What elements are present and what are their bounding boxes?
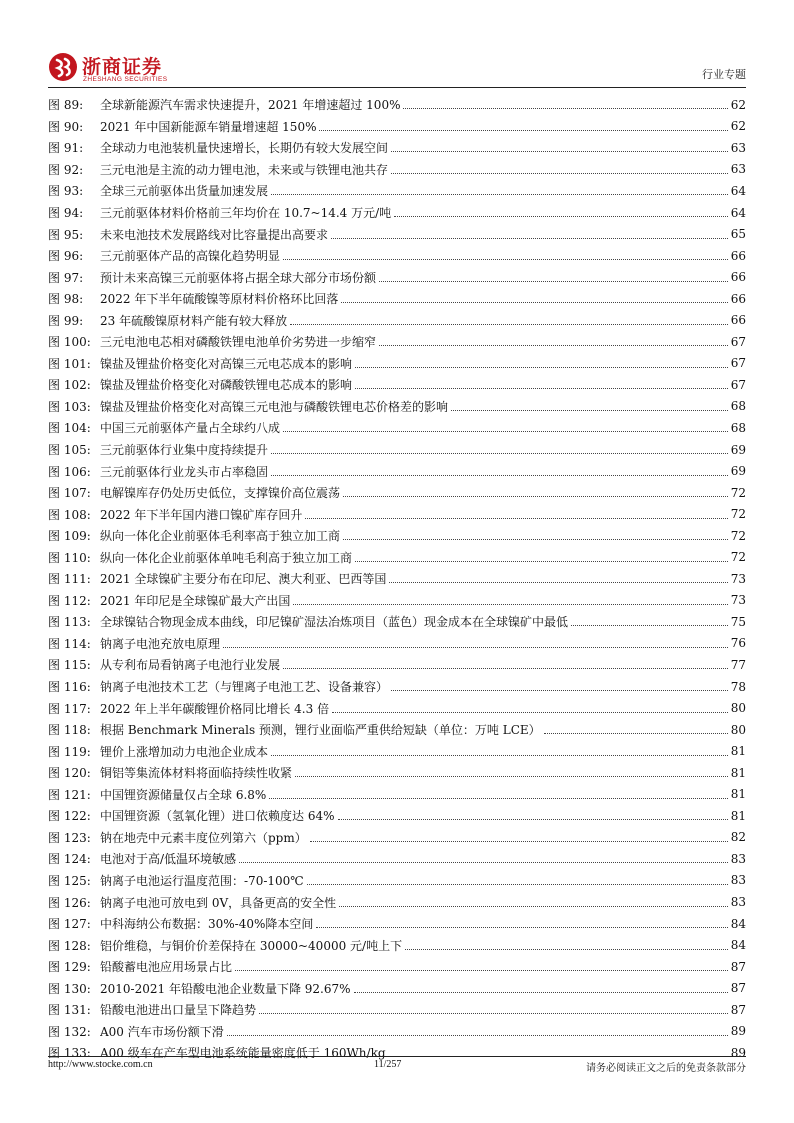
- toc-entry[interactable]: [48, 482, 746, 504]
- figure-label: 图 90:: [48, 119, 84, 134]
- dot-leader: [379, 281, 728, 282]
- figure-title: 2021 年印尼是全球镍矿最大产出国: [100, 593, 291, 608]
- figure-label: 图 132:: [48, 1024, 91, 1039]
- figure-title: 2021 年中国新能源车销量增速超 150%: [100, 119, 317, 134]
- toc-entry[interactable]: [48, 288, 746, 310]
- page-ref: 81: [730, 787, 746, 802]
- figure-title: 根据 Benchmark Minerals 预测，锂行业面临严重供给短缺（单位：万吨 LCE）: [100, 723, 541, 738]
- brand-logo: [48, 52, 168, 86]
- figure-title: 2022 年下半年国内港口镍矿库存回升: [100, 507, 303, 522]
- dot-leader: [405, 949, 728, 950]
- page-ref: 63: [730, 140, 746, 155]
- page-ref: 66: [730, 248, 746, 263]
- figure-label: 图 116:: [48, 680, 91, 695]
- figure-label: 图 115:: [48, 658, 91, 673]
- toc-entry[interactable]: [48, 331, 746, 353]
- figure-label: 图 91:: [48, 141, 84, 156]
- figure-title: A00 级车在产车型电池系统能量密度低于 160Wh/kg: [100, 1046, 386, 1061]
- page-ref: 69: [730, 464, 746, 479]
- figure-title: 铅酸电池进出口量呈下降趋势: [100, 1003, 257, 1018]
- toc-entry[interactable]: [48, 762, 746, 784]
- toc-entry[interactable]: [48, 396, 746, 418]
- page-ref: 66: [730, 270, 746, 285]
- figure-label: 图 93:: [48, 184, 84, 199]
- header-divider: [48, 87, 746, 88]
- toc-entry[interactable]: [48, 202, 746, 224]
- page-ref: 62: [730, 97, 746, 112]
- figure-title: 全球三元前驱体出货量加速发展: [100, 184, 269, 199]
- toc-entry[interactable]: [48, 891, 746, 913]
- figure-label: 图 117:: [48, 701, 91, 716]
- dot-leader: [235, 970, 728, 971]
- dot-leader: [391, 690, 728, 691]
- toc-entry[interactable]: [48, 223, 746, 245]
- dot-leader: [271, 755, 728, 756]
- dot-leader: [332, 712, 728, 713]
- figure-index: [48, 94, 746, 1064]
- figure-title: 电池对于高/低温环境敏感: [100, 852, 237, 867]
- page-ref: 76: [730, 636, 746, 651]
- figure-title: 锂价上涨增加动力电池企业成本: [100, 744, 269, 759]
- figure-title: 2022 年上半年碳酸锂价格同比增长 4.3 倍: [100, 701, 330, 716]
- figure-title: 全球动力电池装机量快速增长，长期仍有较大发展空间: [100, 141, 389, 156]
- figure-label: 图 126:: [48, 895, 91, 910]
- figure-label: 图 118:: [48, 723, 91, 738]
- figure-label: 图 92:: [48, 162, 84, 177]
- toc-entry[interactable]: [48, 913, 746, 935]
- dot-leader: [227, 1035, 728, 1036]
- figure-title: 从专利布局看钠离子电池行业发展: [100, 658, 281, 673]
- toc-entry[interactable]: [48, 697, 746, 719]
- page-ref: 89: [730, 1024, 746, 1039]
- figure-label: 图 130:: [48, 981, 91, 996]
- figure-label: 图 127:: [48, 917, 91, 932]
- figure-title: 2010-2021 年铅酸电池企业数量下降 92.67%: [100, 981, 351, 996]
- toc-entry[interactable]: [48, 611, 746, 633]
- figure-label: 图 131:: [48, 1003, 91, 1018]
- toc-entry[interactable]: [48, 116, 746, 138]
- page-ref: 69: [730, 442, 746, 457]
- toc-entry[interactable]: [48, 417, 746, 439]
- toc-entry[interactable]: [48, 546, 746, 568]
- page-ref: 80: [730, 722, 746, 737]
- dot-leader: [283, 431, 728, 432]
- page-ref: 82: [730, 830, 746, 845]
- toc-entry[interactable]: [48, 784, 746, 806]
- toc-entry[interactable]: [48, 353, 746, 375]
- figure-label: 图 119:: [48, 744, 91, 759]
- dot-leader: [223, 647, 728, 648]
- figure-label: 图 103:: [48, 399, 91, 414]
- figure-title: 全球新能源汽车需求快速提升，2021 年增速超过 100%: [100, 98, 401, 113]
- figure-label: 图 120:: [48, 766, 91, 781]
- dot-leader: [307, 884, 728, 885]
- dot-leader: [391, 173, 728, 174]
- page-ref: 72: [730, 528, 746, 543]
- dot-leader: [394, 216, 728, 217]
- figure-label: 图 97:: [48, 270, 84, 285]
- page-ref: 67: [730, 377, 746, 392]
- figure-label: 图 124:: [48, 852, 91, 867]
- dot-leader: [389, 582, 727, 583]
- figure-label: 图 123:: [48, 830, 91, 845]
- page-ref: 84: [730, 916, 746, 931]
- figure-label: 图 94:: [48, 206, 84, 220]
- figure-title: 铜铝等集流体材料将面临持续性收紧: [100, 766, 293, 781]
- page-ref: 67: [730, 356, 746, 371]
- toc-entry[interactable]: [48, 1021, 746, 1043]
- figure-label: 图 100:: [48, 335, 91, 350]
- page-ref: 63: [730, 162, 746, 177]
- toc-entry[interactable]: [48, 870, 746, 892]
- page-ref: 72: [730, 485, 746, 500]
- figure-title: 中国锂资源（氢氧化锂）进口依赖度达 64%: [100, 809, 335, 824]
- page-ref: 83: [730, 895, 746, 909]
- figure-label: 图 133:: [48, 1046, 91, 1061]
- figure-title: 未来电池技术发展路线对比容量提出高要求: [100, 227, 329, 242]
- figure-label: 图 111:: [48, 572, 91, 587]
- figure-title: 镍盐及锂盐价格变化对磷酸铁锂电芯成本的影响: [100, 378, 353, 393]
- dot-leader: [403, 108, 727, 109]
- footer-divider: [48, 1056, 746, 1057]
- page-ref: 72: [730, 507, 746, 522]
- figure-label: 图 114:: [48, 636, 91, 651]
- toc-entry[interactable]: [48, 137, 746, 159]
- figure-title: 三元前驱体材料价格前三年均价在 10.7~14.4 万元/吨: [100, 206, 392, 220]
- figure-title: 纵向一体化企业前驱体毛利率高于独立加工商: [100, 529, 341, 544]
- dot-leader: [343, 539, 728, 540]
- figure-title: 2022 年下半年硫酸镍等原材料价格环比回落: [100, 292, 339, 307]
- page-ref: 81: [730, 744, 746, 759]
- dot-leader: [355, 388, 728, 389]
- figure-title: 电解镍库存仍处历史低位，支撑镍价高位震荡: [100, 486, 341, 501]
- footer-url-link[interactable]: http://www.stocke.com.cn: [48, 1059, 153, 1070]
- page-number: 11/257: [374, 1059, 402, 1070]
- figure-label: 图 96:: [48, 249, 84, 264]
- figure-label: 图 109:: [48, 529, 91, 544]
- page-ref: 62: [730, 119, 746, 134]
- figure-title: 三元电池是主流的动力锂电池，未来或与铁锂电池共存: [100, 162, 389, 177]
- figure-label: 图 89:: [48, 98, 84, 113]
- dot-leader: [391, 151, 728, 152]
- page-ref: 80: [730, 701, 746, 716]
- dot-leader: [355, 561, 728, 562]
- page-header: [0, 0, 794, 90]
- toc-entry[interactable]: [48, 848, 746, 870]
- figure-label: 图 102:: [48, 378, 91, 393]
- figure-title: 中科海纳公布数据：30%-40%降本空间: [100, 917, 314, 932]
- figure-label: 图 110:: [48, 550, 91, 565]
- toc-entry[interactable]: [48, 654, 746, 676]
- page-ref: 83: [730, 873, 746, 888]
- dot-leader: [316, 927, 727, 928]
- page-ref: 83: [730, 851, 746, 866]
- page-ref: 64: [730, 183, 746, 198]
- dot-leader: [354, 992, 728, 993]
- page-ref: 66: [730, 291, 746, 306]
- toc-entry[interactable]: [48, 266, 746, 288]
- dot-leader: [339, 906, 728, 907]
- disclaimer-note: 请务必阅读正文之后的免责条款部分: [586, 1063, 746, 1074]
- figure-label: 图 129:: [48, 960, 91, 975]
- figure-title: 钠离子电池充放电原理: [100, 636, 221, 651]
- page-ref: 73: [730, 571, 746, 586]
- figure-title: 镍盐及锂盐价格变化对高镍三元电池与磷酸铁锂电芯价格差的影响: [100, 399, 449, 414]
- dot-leader: [271, 475, 728, 476]
- brand-name-cn: 浙商证券: [82, 56, 163, 78]
- figure-title: 三元电池电芯相对磷酸铁锂电池单价劣势进一步缩窄: [100, 335, 377, 350]
- page-ref: 75: [730, 614, 746, 629]
- toc-entry[interactable]: [48, 719, 746, 741]
- toc-entry[interactable]: [48, 439, 746, 461]
- toc-entry[interactable]: [48, 956, 746, 978]
- figure-label: 图 101:: [48, 356, 91, 371]
- dot-leader: [319, 130, 727, 131]
- toc-entry[interactable]: [48, 245, 746, 267]
- page-ref: 66: [730, 313, 746, 328]
- figure-title: 镍盐及锂盐价格变化对高镍三元电芯成本的影响: [100, 356, 353, 371]
- figure-title: 钠离子电池运行温度范围：-70-100℃: [100, 873, 304, 888]
- dot-leader: [293, 604, 727, 605]
- page-ref: 65: [730, 227, 746, 242]
- figure-title: 中国锂资源储量仅占全球 6.8%: [100, 787, 267, 802]
- dot-leader: [271, 194, 728, 195]
- figure-label: 图 113:: [48, 615, 91, 630]
- dot-leader: [259, 1013, 728, 1014]
- figure-title: 中国三元前驱体产量占全球约八成: [100, 421, 281, 436]
- page-ref: 68: [730, 420, 746, 435]
- figure-label: 图 105:: [48, 443, 91, 458]
- figure-title: 三元前驱体行业集中度持续提升: [100, 443, 269, 458]
- dot-leader: [331, 238, 728, 239]
- toc-entry[interactable]: [48, 676, 746, 698]
- page-ref: 78: [730, 679, 746, 694]
- toc-entry[interactable]: [48, 568, 746, 590]
- toc-entry[interactable]: [48, 309, 746, 331]
- toc-entry[interactable]: [48, 977, 746, 999]
- figure-label: 图 104:: [48, 421, 91, 436]
- report-section: 行业专题: [702, 68, 746, 81]
- toc-entry[interactable]: [48, 805, 746, 827]
- page-ref: 87: [730, 981, 746, 996]
- toc-entry[interactable]: [48, 827, 746, 849]
- figure-title: 钠离子电池可放电到 0V，具备更高的安全性: [100, 895, 337, 910]
- dot-leader: [355, 367, 728, 368]
- dot-leader: [341, 302, 727, 303]
- page-ref: 84: [730, 938, 746, 953]
- page-ref: 67: [730, 334, 746, 349]
- figure-label: 图 108:: [48, 507, 91, 522]
- figure-title: 2021 全球镍矿主要分布在印尼、澳大利亚、巴西等国: [100, 572, 387, 587]
- toc-entry[interactable]: [48, 460, 746, 482]
- brand-mark-icon: [48, 52, 78, 82]
- figure-label: 图 125:: [48, 873, 91, 888]
- figure-label: 图 106:: [48, 464, 91, 479]
- page-footer: [48, 1059, 746, 1075]
- page-ref: 72: [730, 550, 746, 565]
- page-ref: 68: [730, 399, 746, 414]
- toc-entry[interactable]: [48, 159, 746, 181]
- page-ref: 87: [730, 1002, 746, 1017]
- dot-leader: [451, 410, 728, 411]
- page-ref: 81: [730, 765, 746, 780]
- toc-entry[interactable]: [48, 740, 746, 762]
- page-ref: 73: [730, 593, 746, 608]
- toc-entry[interactable]: [48, 180, 746, 202]
- dot-leader: [271, 453, 728, 454]
- dot-leader: [544, 733, 728, 734]
- toc-entry[interactable]: [48, 590, 746, 612]
- toc-entry[interactable]: [48, 934, 746, 956]
- figure-title: 钠离子电池技术工艺（与锂离子电池工艺、设备兼容）: [100, 680, 389, 695]
- figure-title: 全球镍钴合物现金成本曲线，印尼镍矿湿法冶炼项目（蓝色）现金成本在全球镍矿中最低: [100, 615, 569, 630]
- figure-label: 图 121:: [48, 787, 91, 802]
- dot-leader: [283, 668, 728, 669]
- toc-entry[interactable]: [48, 374, 746, 396]
- toc-entry[interactable]: [48, 94, 746, 116]
- figure-title: 铅酸蓄电池应用场景占比: [100, 960, 233, 975]
- brand-name-en: ZHESHANG SECURITIES: [83, 76, 168, 83]
- page-ref: 77: [730, 657, 746, 672]
- page-ref: 81: [730, 808, 746, 823]
- figure-title: 钠在地壳中元素丰度位列第六（ppm）: [100, 830, 307, 845]
- dot-leader: [283, 259, 728, 260]
- dot-leader: [379, 345, 728, 346]
- figure-label: 图 128:: [48, 938, 91, 953]
- figure-label: 图 99:: [48, 313, 84, 328]
- page-ref: 89: [730, 1045, 746, 1060]
- page-ref: 64: [730, 205, 746, 220]
- dot-leader: [239, 862, 728, 863]
- figure-title: 铝价维稳，与铜价价差保持在 30000~40000 元/吨上下: [100, 938, 403, 953]
- dot-leader: [343, 496, 728, 497]
- toc-entry[interactable]: [48, 503, 746, 525]
- dot-leader: [310, 841, 728, 842]
- figure-title: 纵向一体化企业前驱体单吨毛利高于独立加工商: [100, 550, 353, 565]
- figure-label: 图 95:: [48, 227, 84, 242]
- toc-entry[interactable]: [48, 525, 746, 547]
- figure-label: 图 122:: [48, 809, 91, 824]
- dot-leader: [269, 798, 727, 799]
- dot-leader: [305, 518, 727, 519]
- dot-leader: [571, 625, 728, 626]
- figure-title: A00 汽车市场份额下滑: [100, 1024, 224, 1039]
- dot-leader: [295, 776, 728, 777]
- figure-label: 图 98:: [48, 292, 84, 307]
- page-ref: 87: [730, 959, 746, 974]
- figure-title: 预计未来高镍三元前驱体将占据全球大部分市场份额: [100, 270, 377, 285]
- toc-entry[interactable]: [48, 633, 746, 655]
- figure-title: 三元前驱体行业龙头市占率稳固: [100, 464, 269, 479]
- toc-entry[interactable]: [48, 999, 746, 1021]
- figure-label: 图 107:: [48, 486, 91, 501]
- dot-leader: [290, 324, 728, 325]
- figure-title: 三元前驱体产品的高镍化趋势明显: [100, 249, 281, 264]
- figure-title: 23 年硫酸镍原材料产能有较大释放: [100, 313, 288, 328]
- dot-leader: [338, 819, 728, 820]
- figure-label: 图 112:: [48, 593, 91, 608]
